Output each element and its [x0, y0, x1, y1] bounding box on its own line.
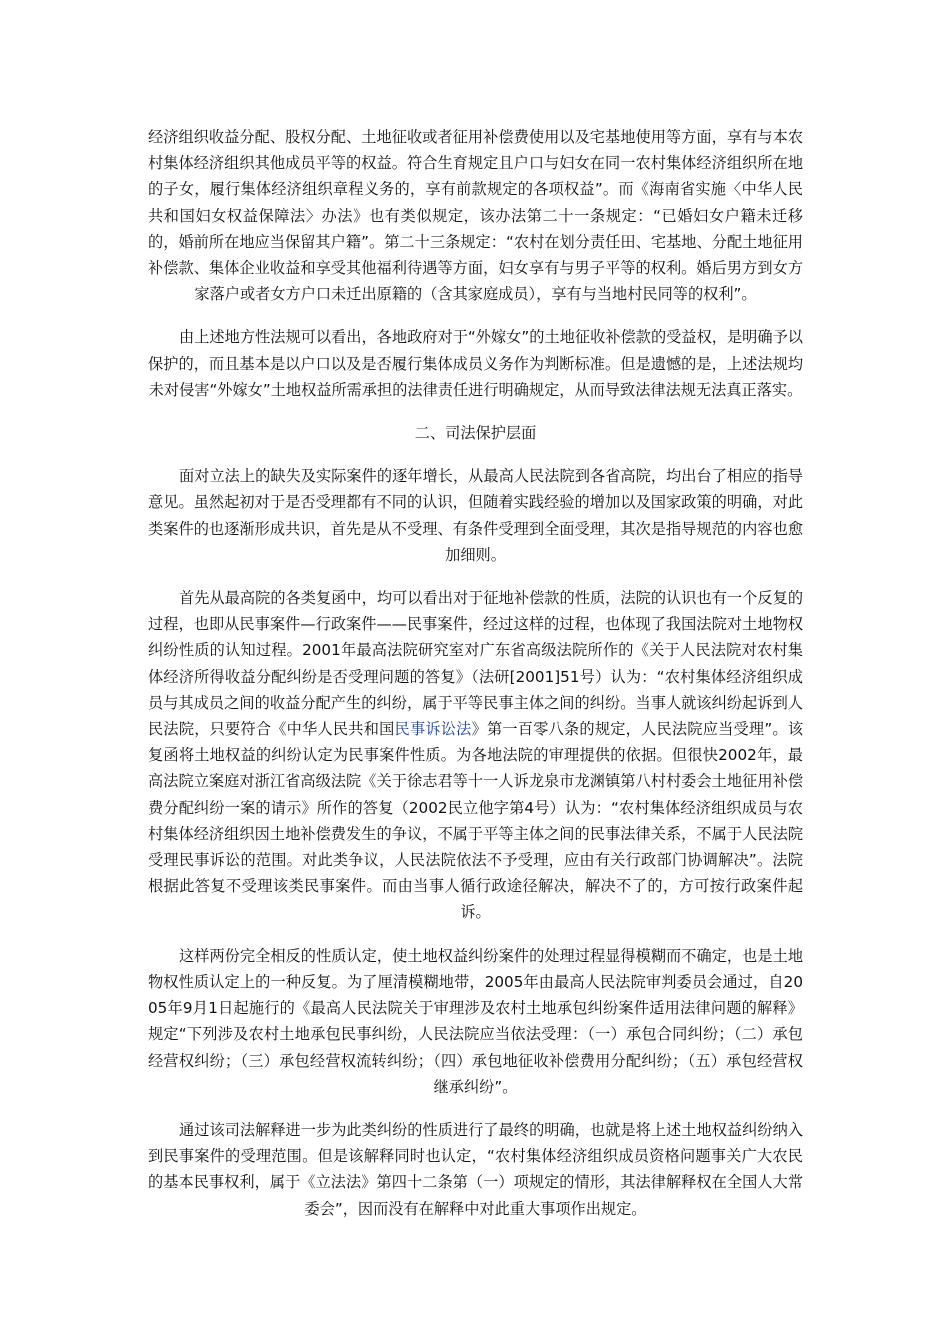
paragraph-regulation-summary: 由上述地方性法规可以看出，各地政府对于“外嫁女”的土地征收补偿款的受益权，是明确予以保护的，而且基本是以户口以及是否履行集体成员义务作为判断标准。但是遗憾的是，上述法规均未对侵害“外嫁女”土地权益所需承担的法律责任进行明确规定，从而导致法律法规无法真正落实。: [148, 328, 803, 399]
document-page: [148, 124, 803, 1239]
civil-procedure-law-link[interactable]: 民事诉讼法: [394, 720, 472, 739]
paragraph-text-part: 首先从最高院的各类复函中，均可以看出对于征地补偿款的性质，法院的认识也有一个反复的过程，也即从民事案件—行政案件——民事案件，经过这样的过程，也体现了我国法院对土地物权纠纷性质的认知过程。2001年最高法院研究室对广东省高级法院所作的《关于人民法院对农村集体经济所得收益分配纠纷是否受理问题的答复》（法研[2001]51号）认为：“农村集体经济组织成员与其成员之间的收益分配产生的纠纷，属于平等民事主体之间的纠纷。当事人就该纠纷起诉到人民法院，只要符合《中华人民共和国: [148, 589, 803, 739]
paragraph-judicial-interpretation: 这样两份完全相反的性质认定，使土地权益纠纷案件的处理过程显得模糊而不确定，也是土地物权性质认定上的一种反复。为了厘清模糊地带，2005年由最高人民法院审判委员会通过，自2005年9月1日起施行的《最高人民法院关于审理涉及农村土地承包纠纷案件适用法律问题的解释》规定“下列涉及农村土地承包民事纠纷，人民法院应当依法受理：（一）承包合同纠纷；（二）承包经营权纠纷；（三）承包经营权流转纠纷；（四）承包地征收补偿费用分配纠纷；（五）承包经营权继承纠纷”。: [148, 946, 803, 1096]
paragraph-final-clarification: 通过该司法解释进一步为此类纠纷的性质进行了最终的明确，也就是将上述土地权益纠纷纳入到民事案件的受理范围。但是该解释同时也认定，“农村集体经济组织成员资格问题事关广大农民的基本民事权利，属于《立法法》第四十二条第（一）项规定的情形，其法律解释权在全国人大常委会”，因而没有在解释中对此重大事项作出规定。: [148, 1120, 803, 1218]
paragraph-local-regulations: 经济组织收益分配、股权分配、土地征收或者征用补偿费使用以及宅基地使用等方面，享有与本农村集体经济组织其他成员平等的权益。符合生育规定且户口与妇女在同一农村集体经济组织所在地的子女，履行集体经济组织章程义务的，享有前款规定的各项权益”。而《海南省实施〈中华人民共和国妇女权益保障法〉办法》也有类似规定，该办法第二十一条规定：“已婚妇女户籍未迁移的，婚前所在地应当保留其户籍”。第二十三条规定：“农村在划分责任田、宅基地、分配土地征用补偿款、集体企业收益和享受其他福利待遇等方面，妇女享有与男子平等的权利。婚后男方到女方家落户或者女方户口未迁出原籍的（含其家庭成员），享有与当地村民同等的权利”。: [148, 128, 803, 304]
paragraph-text-part: 》第一百零八条的规定，人民法院应当受理”。该复函将土地权益的纠纷认定为民事案件性质。为各地法院的审理提供的依据。但很快2002年，最高法院立案庭对浙江省高级法院《关于徐志君等十一人诉龙泉市龙渊镇第八村村委会土地征用补偿费分配纠纷一案的请示》所作的答复（2002民立他字第4号）认为：“农村集体经济组织成员与农村集体经济组织因土地补偿费发生的争议，不属于平等主体之间的民事法律关系，不属于人民法院受理民事诉讼的范围。对此类争议，人民法院依法不予受理，应由有关行政部门协调解决”。法院根据此答复不受理该类民事案件。而由当事人循行政途径解决，解决不了的，方可按行政案件起诉。: [148, 720, 804, 922]
paragraph-judicial-guidance: 面对立法上的缺失及实际案件的逐年增长，从最高人民法院到各省高院，均出台了相应的指导意见。虽然起初对于是否受理都有不同的认识，但随着实践经验的增加以及国家政策的明确，对此类案件的也逐渐形成共识，首先是从不受理、有条件受理到全面受理，其次是指导规范的内容也愈加细则。: [148, 467, 803, 564]
paragraph-supreme-court-replies: [148, 585, 803, 926]
section-heading-judicial-protection: 二、司法保护层面: [414, 424, 537, 443]
